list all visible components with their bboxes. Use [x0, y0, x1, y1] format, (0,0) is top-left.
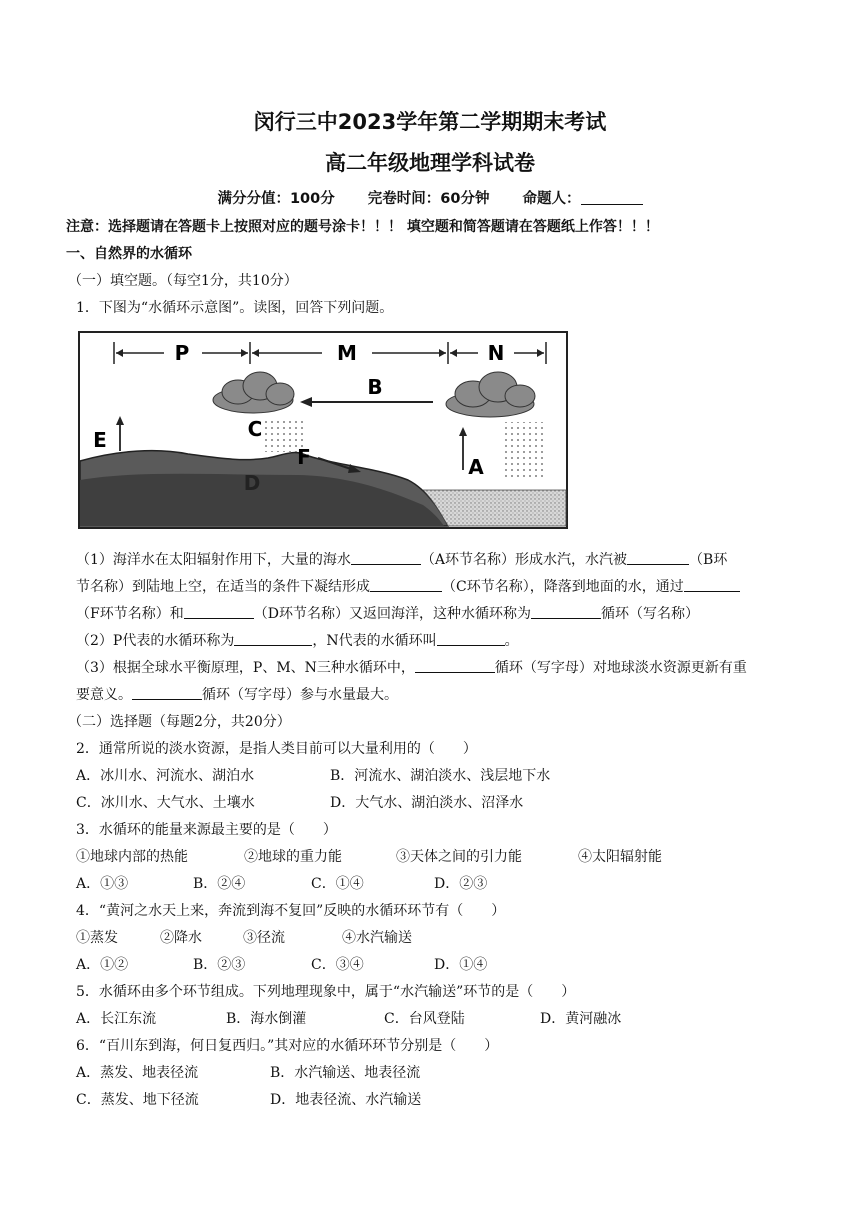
q2-option-d: D．大气水、湖泊淡水、沼泽水: [330, 795, 524, 811]
q1-part1-line2: 节名称）到陆地上空，在适当的条件下凝结形成 （C环节名称），降落到地面的水，通过: [76, 576, 740, 596]
q3-statement-2: ②地球的重力能: [244, 849, 342, 865]
q1-part3-line2: 要意义。 循环（写字母）参与水量最大。: [76, 687, 398, 703]
q1-part3-line1: （3）根据全球水平衡原理，P、M、N三种水循环中， 循环（写字母）对地球淡水资源更新有重: [76, 660, 747, 676]
exam-title: 闵行三中2023学年第二学期期末考试: [253, 110, 607, 134]
full-score: 满分分值：100分: [217, 191, 335, 207]
q1-part1-line1: （1）海洋水在太阳辐射作用下，大量的海水 （A环节名称）形成水汽，水汽被 （B环: [76, 552, 728, 568]
label-e: E: [93, 428, 107, 452]
q5-option-a: A．长江东流: [76, 1011, 157, 1027]
q3-statement-1: ①地球内部的热能: [76, 849, 188, 865]
q4-statement-3: ③径流: [243, 930, 285, 946]
label-p: P: [174, 341, 190, 365]
q6-option-d: D．地表径流、水汽输送: [270, 1092, 422, 1108]
label-m: M: [337, 341, 357, 365]
q4-statement-1: ①蒸发: [76, 930, 118, 946]
part-one-heading: （一）填空题。（每空1分，共10分）: [68, 273, 298, 289]
label-n: N: [487, 341, 505, 365]
q4-option-c: C．③④: [311, 957, 364, 973]
q3-statement-4: ④太阳辐射能: [578, 849, 662, 865]
section-heading: 一、自然界的水循环: [66, 246, 192, 262]
question-2-stem: 2．通常所说的淡水资源，是指人类目前可以大量利用的（ ）: [76, 741, 477, 757]
part-two-heading: （二）选择题（每题2分，共20分）: [68, 714, 291, 730]
q6-option-a: A．蒸发、地表径流: [76, 1065, 199, 1081]
q3-option-c: C．①④: [311, 876, 364, 892]
exam-time: 完卷时间：60分钟: [367, 191, 490, 207]
question-5-stem: 5．水循环由多个环节组成。下列地理现象中，属于“水汽输送”环节的是（ ）: [76, 984, 576, 1000]
question-6-stem: 6．“百川东到海，何日复西归。”其对应的水循环环节分别是（ ）: [76, 1038, 499, 1054]
q5-option-d: D．黄河融冰: [540, 1011, 622, 1027]
q3-statement-3: ③天体之间的引力能: [396, 849, 522, 865]
q6-option-b: B．水汽输送、地表径流: [270, 1065, 421, 1081]
question-1-stem: 1．下图为“水循环示意图”。读图，回答下列问题。: [76, 300, 394, 316]
label-a: A: [468, 455, 484, 479]
q2-option-a: A．冰川水、河流水、湖泊水: [76, 768, 255, 784]
water-cycle-diagram: [78, 330, 570, 532]
q3-option-b: B．②④: [193, 876, 246, 892]
question-4-stem: 4．“黄河之水天上来，奔流到海不复回”反映的水循环环节有（ ）: [76, 903, 506, 919]
q4-option-b: B．②③: [193, 957, 246, 973]
q4-statement-4: ④水汽输送: [342, 930, 412, 946]
label-d: D: [243, 471, 261, 495]
q5-option-b: B．海水倒灌: [226, 1011, 307, 1027]
author-field: 命题人：: [523, 187, 643, 208]
q2-option-c: C．冰川水、大气水、土壤水: [76, 795, 255, 811]
label-c: C: [247, 417, 263, 441]
label-b: B: [367, 375, 383, 399]
q3-option-a: A．①③: [76, 876, 129, 892]
q2-option-b: B．河流水、湖泊淡水、浅层地下水: [330, 768, 551, 784]
q1-part1-line3: （F环节名称）和 （D环节名称）又返回海洋，这种水循环称为 循环（写名称）: [76, 606, 699, 622]
q4-option-a: A．①②: [76, 957, 129, 973]
q4-statement-2: ②降水: [160, 930, 202, 946]
question-3-stem: 3．水循环的能量来源最主要的是（ ）: [76, 822, 337, 838]
q3-option-d: D．②③: [434, 876, 488, 892]
q5-option-c: C．台风登陆: [384, 1011, 465, 1027]
q1-part2: （2）P代表的水循环称为 ，N代表的水循环叫 。: [76, 633, 519, 649]
q4-option-d: D．①④: [434, 957, 488, 973]
exam-meta: [0, 187, 860, 208]
label-f: F: [297, 445, 311, 469]
exam-subtitle: 高二年级地理学科试卷: [325, 151, 535, 175]
notice: 注意：选择题请在答题卡上按照对应的题号涂卡！！！ 填空题和简答题请在答题纸上作答！！！: [66, 219, 659, 235]
q6-option-c: C．蒸发、地下径流: [76, 1092, 199, 1108]
